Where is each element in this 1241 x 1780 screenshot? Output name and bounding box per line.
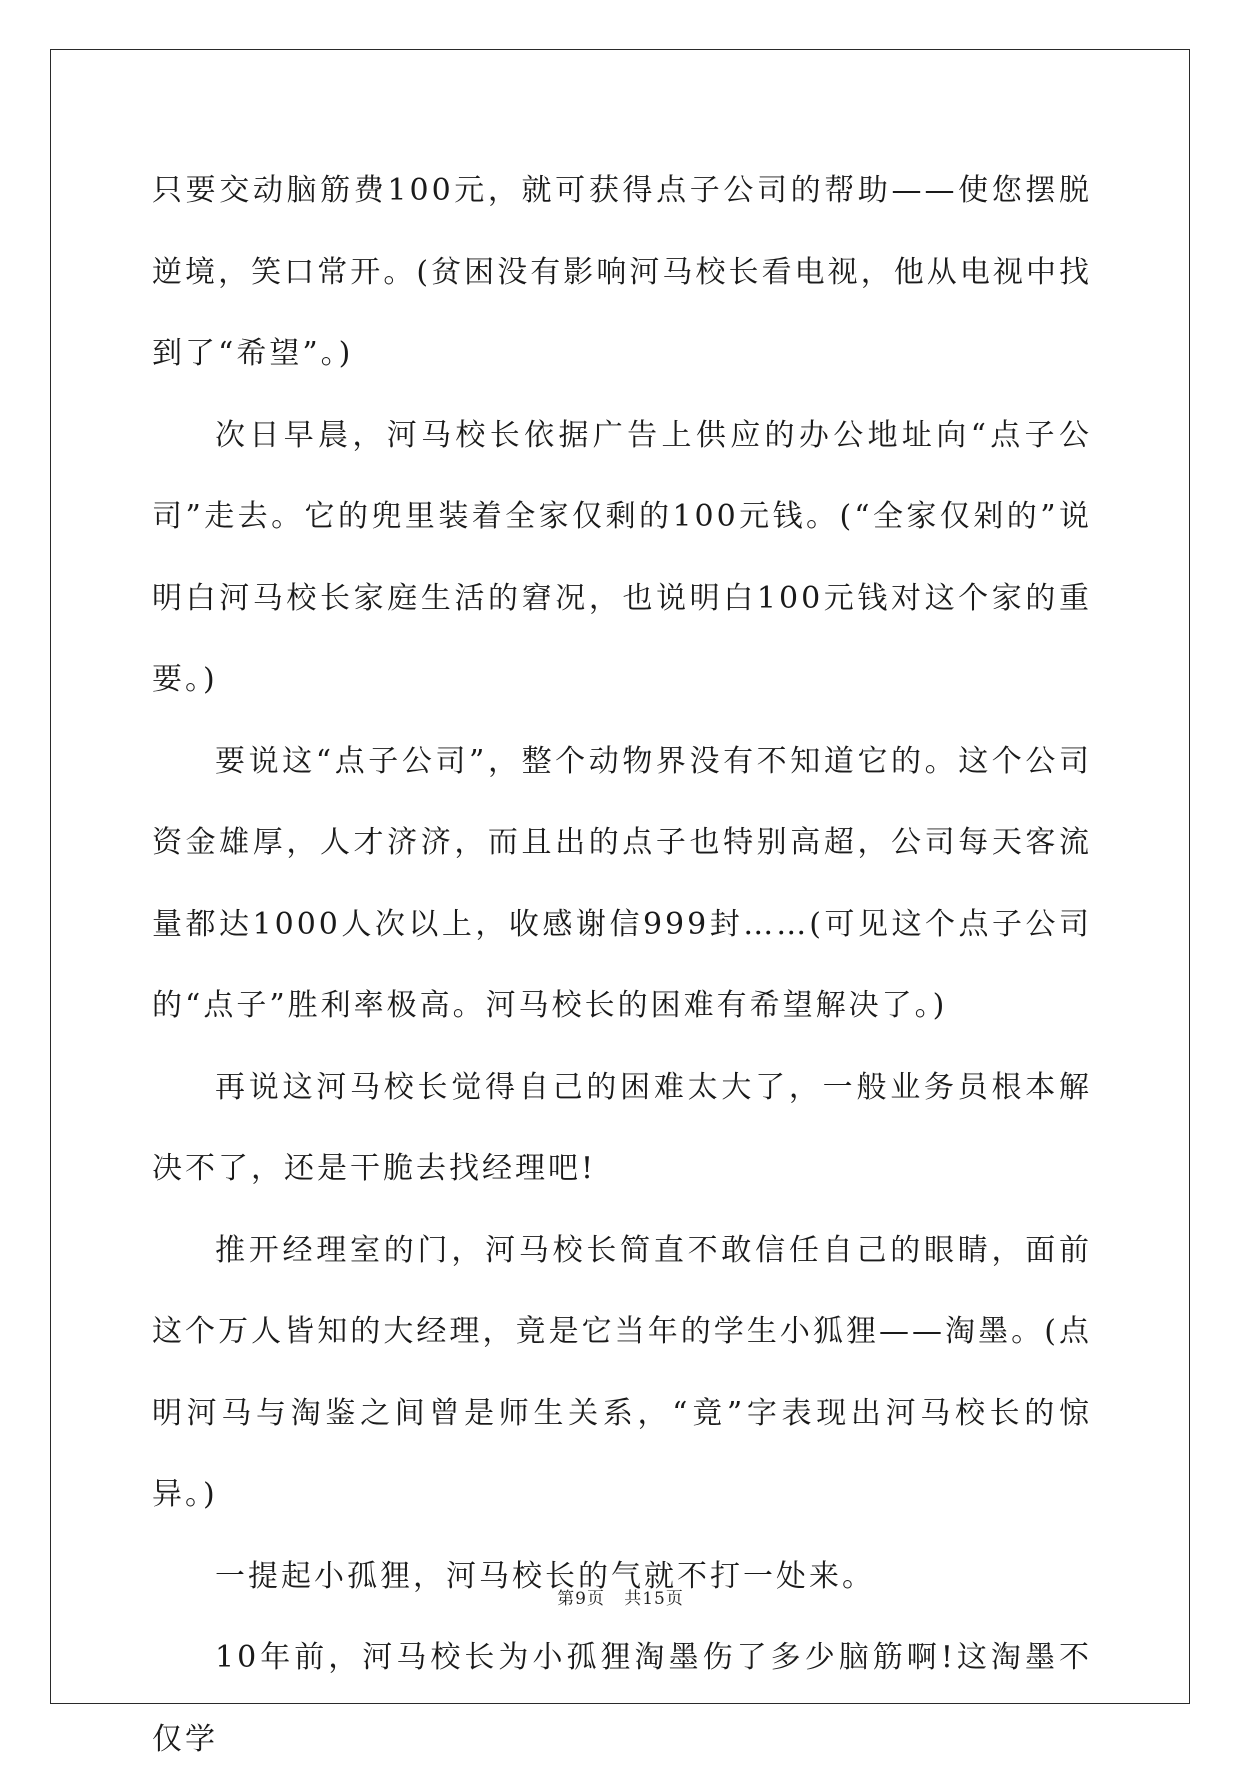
page-total: 共15页 xyxy=(624,1589,684,1609)
page-number: 第9页 xyxy=(557,1589,605,1609)
paragraph-6: 一提起小孤狸，河马校长的气就不打一处来。 xyxy=(215,1558,875,1594)
paragraph-1: 只要交动脑筋费100元，就可获得点子公司的帮助——使您摆脱逆境，笑口常开。(贫困没有影响河马校长看电视，他从电视中找到了“希望”。) xyxy=(152,173,1092,371)
paragraph-3: 要说这“点子公司”，整个动物界没有不知道它的。这个公司资金雄厚，人才济济，而且出的点子也特别高超，公司每天客流量都达1000人次以上，收感谢信999封……(可见这个点子公司的“点子”胜利率极高。河马校长的困难有希望解决了。) xyxy=(152,743,1092,1023)
paragraph-7: 10年前，河马校长为小孤狸淘墨伤了多少脑筋啊!这淘墨不仅学 xyxy=(152,1640,1092,1757)
page-footer xyxy=(0,1584,1241,1609)
paragraph-4: 再说这河马校长觉得自己的困难太大了，一般业务员根本解决不了，还是干脆去找经理吧! xyxy=(152,1069,1092,1186)
paragraph-2: 次日早晨，河马校长依据广告上供应的办公地址向“点子公司”走去。它的兜里装着全家仅剩的100元钱。(“全家仅剁的”说明白河马校长家庭生活的窘况，也说明白100元钱对这个家的重要。) xyxy=(152,417,1092,697)
paragraph-5: 推开经理室的门，河马校长简直不敢信任自己的眼睛，面前这个万人皆知的大经理，竟是它当年的学生小狐狸——淘墨。(点明河马与淘鉴之间曾是师生关系，“竟”字表现出河马校长的惊异。) xyxy=(152,1232,1092,1512)
document-body xyxy=(152,150,1092,1780)
